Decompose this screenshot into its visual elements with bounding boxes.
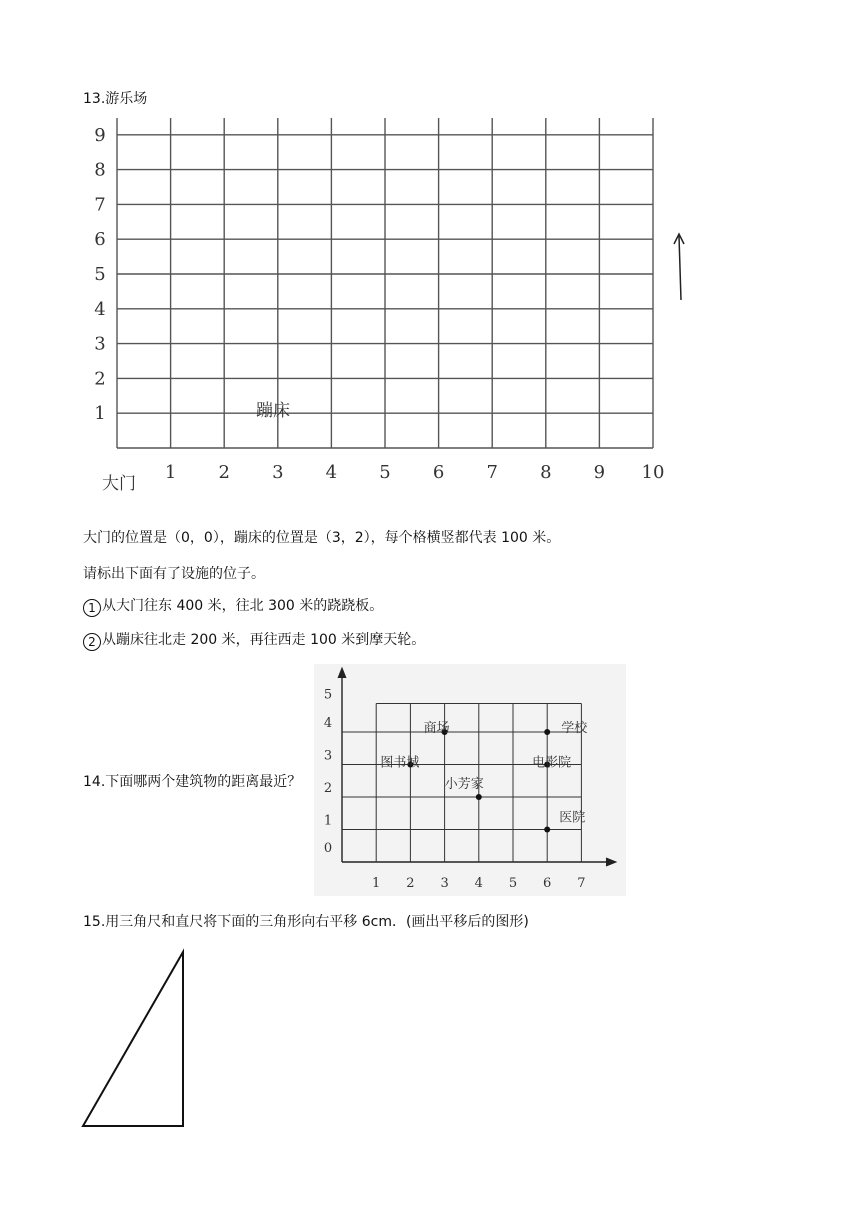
y-tick-label: 9 <box>94 124 106 146</box>
y-tick-label: 1 <box>323 813 333 829</box>
x-tick-label: 1 <box>372 876 381 891</box>
building-point <box>544 729 550 735</box>
y-tick-label: 3 <box>94 333 106 355</box>
item-text: 从蹦床往北走 200 米，再往西走 100 米到摩天轮。 <box>102 632 426 648</box>
y-tick-label: 5 <box>323 687 333 703</box>
q13-item-1 <box>83 597 383 617</box>
x-tick-label: 4 <box>474 876 483 891</box>
x-tick-label: 9 <box>593 462 606 483</box>
y-tick-label: 8 <box>94 159 106 181</box>
item-number: 2 <box>83 633 101 651</box>
x-tick-label: 4 <box>325 462 338 483</box>
building-point <box>476 794 482 800</box>
y-tick-label: 0 <box>323 841 333 856</box>
building-label: 小芳家 <box>444 777 484 792</box>
item-text: 从大门往东 400 米，往北 300 米的跷跷板。 <box>102 598 384 614</box>
north-arrow-icon <box>674 234 684 300</box>
q14-map-figure <box>314 664 626 896</box>
x-tick-label: 7 <box>486 462 498 483</box>
y-tick-label: 2 <box>94 368 106 390</box>
y-tick-label: 7 <box>94 194 106 216</box>
right-triangle <box>83 952 183 1126</box>
q15-title: 15.用三角尺和直尺将下面的三角形向右平移 6cm．(画出平移后的图形) <box>83 914 529 930</box>
x-tick-label: 1 <box>164 462 177 483</box>
y-tick-label: 2 <box>323 781 333 796</box>
y-tick-label: 5 <box>94 264 106 285</box>
y-tick-label: 4 <box>94 298 106 320</box>
x-tick-label: 3 <box>272 462 284 483</box>
q13-item-2 <box>83 631 425 651</box>
building-label: 学校 <box>561 721 588 736</box>
q13-title: 13.游乐场 <box>83 91 148 107</box>
building-label: 电影院 <box>532 755 572 771</box>
building-label: 医院 <box>559 810 586 826</box>
y-tick-label: 3 <box>323 748 333 764</box>
x-tick-label: 2 <box>406 876 415 891</box>
x-tick-label: 7 <box>577 876 586 891</box>
y-tick-label: 1 <box>94 403 106 425</box>
x-tick-label: 5 <box>379 462 391 483</box>
x-tick-label: 6 <box>432 462 445 483</box>
q13-grid-figure <box>80 118 700 518</box>
x-tick-label: 2 <box>218 462 230 483</box>
building-label: 图书城 <box>380 755 420 771</box>
q13-description: 大门的位置是（0，0），蹦床的位置是（3，2），每个格横竖都代表 100 米。 <box>83 530 561 546</box>
x-tick-label: 10 <box>641 462 665 483</box>
triangle-figure <box>80 948 190 1132</box>
x-tick-label: 8 <box>540 462 552 483</box>
q14-title: 14.下面哪两个建筑物的距离最近？ <box>83 774 302 790</box>
trampoline-label: 蹦床 <box>256 401 290 421</box>
x-tick-label: 6 <box>543 876 552 891</box>
building-label: 商场 <box>423 721 450 736</box>
y-tick-label: 6 <box>94 229 106 251</box>
item-number: 1 <box>83 599 101 617</box>
x-tick-label: 5 <box>508 876 518 891</box>
origin-label: 大门 <box>102 474 136 494</box>
building-point <box>544 827 550 833</box>
y-tick-label: 4 <box>323 716 333 731</box>
q13-instruction: 请标出下面有了设施的位子。 <box>83 566 265 582</box>
x-tick-label: 3 <box>440 876 449 891</box>
